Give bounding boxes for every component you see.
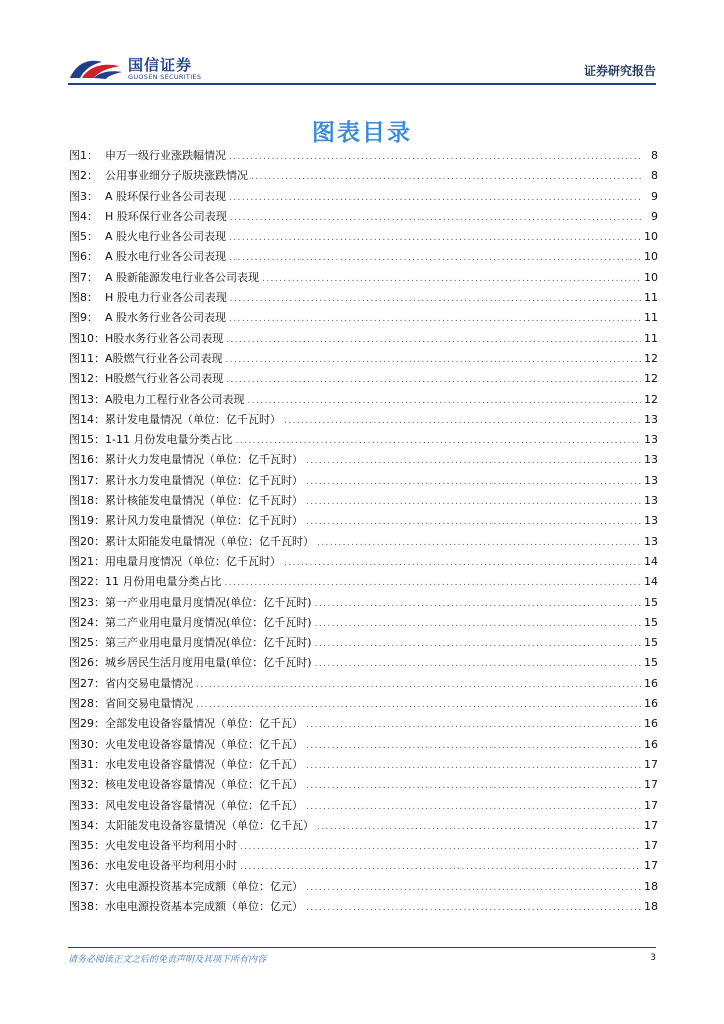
toc-entry[interactable] (69, 695, 658, 715)
toc-entry[interactable] (69, 878, 658, 898)
toc-leader-dots (240, 842, 641, 852)
toc-figure-number: 图30： (69, 737, 105, 751)
toc-figure-title[interactable]: 累计核能发电量情况（单位：亿千瓦时） (105, 494, 303, 508)
toc-entry[interactable] (69, 512, 658, 532)
toc-figure-title[interactable]: 第三产业用电量月度情况(单位：亿千瓦时) (105, 636, 312, 650)
toc-leader-dots (317, 538, 641, 548)
toc-figure-title[interactable]: 累计风力发电量情况（单位：亿千瓦时） (105, 514, 303, 528)
toc-leader-dots (306, 802, 641, 812)
toc-page-number[interactable]: 13 (644, 433, 658, 447)
toc-entry[interactable] (69, 350, 658, 370)
toc-figure-number: 图36： (69, 859, 105, 873)
toc-figure-number: 图34： (69, 818, 105, 832)
toc-figure-title[interactable]: 火电电源投资基本完成额（单位：亿元） (105, 879, 303, 893)
toc-figure-number: 图29： (69, 717, 105, 731)
toc-leader-dots (251, 172, 643, 182)
toc-entry[interactable] (69, 553, 658, 573)
toc-figure-title[interactable]: A股燃气行业各公司表现 (105, 351, 223, 365)
toc-figure-title[interactable]: H 股电力行业各公司表现 (105, 291, 227, 305)
toc-figure-title[interactable]: 11 月份用电量分类占比 (105, 575, 222, 589)
toc-figure-title[interactable]: 公用事业细分子版块涨跌情况 (105, 169, 248, 183)
toc-leader-dots (317, 822, 641, 832)
toc-page-number[interactable]: 13 (644, 514, 658, 528)
toc-leader-dots (306, 720, 641, 730)
toc-figure-title[interactable]: A 股水务行业各公司表现 (105, 311, 227, 325)
toc-figure-title[interactable]: 累计火力发电量情况（单位：亿千瓦时） (105, 453, 303, 467)
page-title: 图表目录 (312, 120, 412, 146)
toc-figure-number: 图19： (69, 514, 105, 528)
toc-figure-number: 图10： (69, 331, 105, 345)
toc-entry[interactable] (69, 715, 658, 735)
toc-entry[interactable] (69, 837, 658, 857)
toc-page-number[interactable]: 16 (644, 676, 658, 690)
toc-leader-dots (229, 314, 641, 324)
toc-figure-number: 图24： (69, 615, 105, 629)
toc-page-number[interactable]: 11 (644, 311, 658, 325)
toc-page-number[interactable]: 13 (644, 534, 658, 548)
toc-entry[interactable] (69, 817, 658, 837)
toc-entry[interactable] (69, 411, 658, 431)
toc-entry[interactable] (69, 857, 658, 877)
toc-leader-dots (315, 659, 641, 669)
page-number: 3 (650, 953, 656, 963)
toc-figure-number: 图2： (69, 169, 98, 183)
toc-page-number[interactable]: 15 (644, 656, 658, 670)
toc-figure-title[interactable]: 太阳能发电设备容量情况（单位：亿千瓦） (105, 818, 314, 832)
toc-figure-number: 图5： (69, 230, 98, 244)
toc-leader-dots (315, 599, 641, 609)
toc-figure-number: 图37： (69, 879, 105, 893)
toc-leader-dots (196, 700, 641, 710)
toc-page-number[interactable]: 9 (651, 209, 658, 223)
toc-figure-number: 图32： (69, 778, 105, 792)
toc-figure-title[interactable]: 用电量月度情况（单位：亿千瓦时） (105, 554, 281, 568)
toc-leader-dots (225, 578, 642, 588)
toc-entry[interactable] (69, 573, 658, 593)
toc-page-number[interactable]: 10 (644, 250, 658, 264)
toc-entry[interactable] (69, 188, 658, 208)
toc-entry[interactable] (69, 614, 658, 634)
toc-page-number[interactable]: 15 (644, 615, 658, 629)
toc-figure-number: 图3： (69, 189, 98, 203)
toc-entry[interactable] (69, 776, 658, 796)
toc-leader-dots (306, 497, 641, 507)
toc-page-number[interactable]: 8 (651, 149, 658, 162)
toc-figure-title[interactable]: H 股环保行业各公司表现 (105, 209, 227, 223)
toc-entry[interactable] (69, 756, 658, 776)
toc-entry[interactable] (69, 898, 658, 918)
toc-page-number[interactable]: 10 (644, 230, 658, 244)
toc-page-number[interactable]: 13 (644, 494, 658, 508)
toc-page-number[interactable]: 15 (644, 636, 658, 650)
toc-entry[interactable] (69, 330, 658, 350)
page-header (68, 50, 656, 84)
toc-page-number[interactable]: 13 (644, 473, 658, 487)
logo-english-text: GUOSEN SECURITIES (128, 73, 202, 81)
toc-figure-title[interactable]: 水电电源投资基本完成额（单位：亿元） (105, 899, 303, 913)
toc-entry[interactable] (69, 594, 658, 614)
toc-entry[interactable] (69, 370, 658, 390)
toc-figure-number: 图11： (69, 351, 105, 365)
toc-leader-dots (284, 416, 641, 426)
toc-figure-number: 图18： (69, 494, 105, 508)
toc-figure-number: 图8： (69, 291, 98, 305)
toc-page-number[interactable]: 17 (644, 798, 658, 812)
toc-figure-title[interactable]: A股电力工程行业各公司表现 (105, 392, 245, 406)
toc-page-number[interactable]: 17 (644, 778, 658, 792)
toc-figure-number: 图7： (69, 270, 98, 284)
toc-figure-title[interactable]: 火电发电设备容量情况（单位：亿千瓦） (105, 737, 303, 751)
toc-figure-title[interactable]: H股燃气行业各公司表现 (105, 372, 224, 386)
toc-figure-number: 图25： (69, 636, 105, 650)
toc-entry[interactable] (69, 736, 658, 756)
toc-leader-dots (306, 456, 641, 466)
toc-leader-dots (235, 436, 641, 446)
toc-figure-title[interactable]: 水电发电设备容量情况（单位：亿千瓦） (105, 757, 303, 771)
toc-figure-title[interactable]: 全部发电设备容量情况（单位：亿千瓦） (105, 717, 303, 731)
toc-page-number[interactable]: 12 (644, 351, 658, 365)
toc-leader-dots (306, 903, 641, 913)
toc-leader-dots (226, 375, 641, 385)
toc-page-number[interactable]: 17 (644, 757, 658, 771)
toc-leader-dots (240, 862, 641, 872)
toc-leader-dots (306, 883, 641, 893)
toc-figure-title[interactable]: 风电发电设备容量情况（单位：亿千瓦） (105, 798, 303, 812)
toc-figure-number: 图9： (69, 311, 98, 325)
toc-entry[interactable] (69, 309, 658, 329)
footer-divider (68, 947, 656, 948)
logo-chinese-text: 国信证券 (128, 56, 193, 74)
toc-figure-title[interactable]: 累计水力发电量情况（单位：亿千瓦时） (105, 473, 303, 487)
toc-figure-number: 图1： (69, 149, 98, 162)
toc-leader-dots (306, 761, 641, 771)
toc-figure-title[interactable]: A 股火电行业各公司表现 (105, 230, 227, 244)
toc-figure-title[interactable]: 累计发电量情况（单位：亿千瓦时） (105, 412, 281, 426)
toc-figure-number: 图4： (69, 209, 98, 223)
toc-figure-number: 图15： (69, 433, 105, 447)
toc-page-number[interactable]: 17 (644, 839, 658, 853)
toc-page-number[interactable]: 16 (644, 697, 658, 711)
toc-figure-title[interactable]: 累计太阳能发电量情况（单位：亿千瓦时） (105, 534, 314, 548)
toc-leader-dots (229, 193, 643, 203)
toc-leader-dots (226, 355, 641, 365)
header-divider (68, 83, 656, 85)
toc-figure-title[interactable]: A 股水电行业各公司表现 (105, 250, 227, 264)
toc-figure-title[interactable]: A 股新能源发电行业各公司表现 (105, 270, 260, 284)
toc-figure-number: 图33： (69, 798, 105, 812)
toc-entry[interactable] (69, 208, 658, 228)
toc-entry[interactable] (69, 248, 658, 268)
toc-leader-dots (196, 680, 641, 690)
guosen-logo-mark-icon (68, 52, 124, 82)
toc-entry[interactable] (69, 492, 658, 512)
report-type-label: 证券研究报告 (583, 64, 656, 78)
toc-figure-title[interactable]: 申万一级行业涨跌幅情况 (105, 149, 226, 162)
toc-figure-title[interactable]: 第二产业用电量月度情况(单位：亿千瓦时) (105, 615, 312, 629)
toc-page-number[interactable]: 13 (644, 412, 658, 426)
toc-leader-dots (284, 558, 641, 568)
toc-leader-dots (315, 639, 641, 649)
toc-entry[interactable] (69, 634, 658, 654)
toc-entry[interactable] (69, 147, 658, 167)
toc-entry[interactable] (69, 431, 658, 451)
toc-page-number[interactable]: 8 (651, 169, 658, 183)
toc-figure-number: 图22： (69, 575, 105, 589)
toc-figure-title[interactable]: 省内交易电量情况 (105, 676, 193, 690)
toc-figure-number: 图20： (69, 534, 105, 548)
toc-leader-dots (315, 619, 641, 629)
toc-leader-dots (306, 781, 641, 791)
toc-figure-number: 图6： (69, 250, 98, 264)
toc-figure-title[interactable]: H股水务行业各公司表现 (105, 331, 224, 345)
toc-figure-number: 图23： (69, 595, 105, 609)
toc-page-number[interactable]: 13 (644, 453, 658, 467)
toc-figure-number: 图31： (69, 757, 105, 771)
toc-entry[interactable] (69, 797, 658, 817)
toc-figure-number: 图38： (69, 899, 105, 913)
toc-page-number[interactable]: 16 (644, 717, 658, 731)
toc-entry[interactable] (69, 269, 658, 289)
toc-figure-number: 图21： (69, 554, 105, 568)
toc-page-number[interactable]: 12 (644, 372, 658, 386)
toc-leader-dots (229, 253, 641, 263)
toc-figure-number: 图13： (69, 392, 105, 406)
toc-page-number[interactable]: 18 (644, 879, 658, 893)
table-of-figures (69, 147, 658, 918)
toc-leader-dots (306, 477, 641, 487)
toc-entry[interactable] (69, 675, 658, 695)
toc-leader-dots (230, 294, 641, 304)
toc-page-number[interactable]: 10 (644, 270, 658, 284)
toc-figure-title[interactable]: 水电发电设备平均利用小时 (105, 859, 237, 873)
toc-page-number[interactable]: 15 (644, 595, 658, 609)
toc-entry[interactable] (69, 533, 658, 553)
toc-entry[interactable] (69, 167, 658, 187)
toc-figure-title[interactable]: 省间交易电量情况 (105, 697, 193, 711)
toc-figure-title[interactable]: 核电发电设备容量情况（单位：亿千瓦） (105, 778, 303, 792)
toc-figure-title[interactable]: 城乡居民生活月度用电量(单位：亿千瓦时) (105, 656, 312, 670)
toc-figure-number: 图17： (69, 473, 105, 487)
toc-page-number[interactable]: 14 (644, 575, 658, 589)
toc-entry[interactable] (69, 472, 658, 492)
toc-figure-number: 图12： (69, 372, 105, 386)
toc-leader-dots (229, 152, 643, 162)
disclaimer-note: 请务必阅读正文之后的免责声明及其项下所有内容 (68, 955, 267, 965)
toc-figure-number: 图14： (69, 412, 105, 426)
toc-page-number[interactable]: 16 (644, 737, 658, 751)
toc-figure-title[interactable]: 第一产业用电量月度情况(单位：亿千瓦时) (105, 595, 312, 609)
toc-leader-dots (229, 233, 641, 243)
toc-figure-title[interactable]: 火电发电设备平均利用小时 (105, 839, 237, 853)
toc-figure-title[interactable]: A 股环保行业各公司表现 (105, 189, 227, 203)
toc-figure-title[interactable]: 1-11 月份发电量分类占比 (105, 433, 233, 447)
toc-figure-number: 图27： (69, 676, 105, 690)
toc-figure-number: 图16： (69, 453, 105, 467)
toc-leader-dots (226, 335, 641, 345)
guosen-logo (68, 52, 228, 82)
toc-page-number[interactable]: 14 (644, 554, 658, 568)
toc-entry[interactable] (69, 451, 658, 471)
toc-leader-dots (306, 517, 641, 527)
toc-page-number[interactable]: 17 (644, 818, 658, 832)
toc-page-number[interactable]: 11 (644, 331, 658, 345)
toc-page-number[interactable]: 9 (651, 189, 658, 203)
toc-page-number[interactable]: 12 (644, 392, 658, 406)
toc-entry[interactable] (69, 228, 658, 248)
toc-figure-number: 图26： (69, 656, 105, 670)
toc-leader-dots (230, 213, 643, 223)
toc-leader-dots (306, 741, 641, 751)
toc-entry[interactable] (69, 391, 658, 411)
toc-page-number[interactable]: 17 (644, 859, 658, 873)
toc-page-number[interactable]: 18 (644, 899, 658, 913)
toc-figure-number: 图35： (69, 839, 105, 853)
toc-entry[interactable] (69, 654, 658, 674)
toc-page-number[interactable]: 11 (644, 291, 658, 305)
toc-figure-number: 图28： (69, 697, 105, 711)
toc-entry[interactable] (69, 289, 658, 309)
toc-leader-dots (248, 396, 641, 406)
toc-leader-dots (262, 274, 641, 284)
